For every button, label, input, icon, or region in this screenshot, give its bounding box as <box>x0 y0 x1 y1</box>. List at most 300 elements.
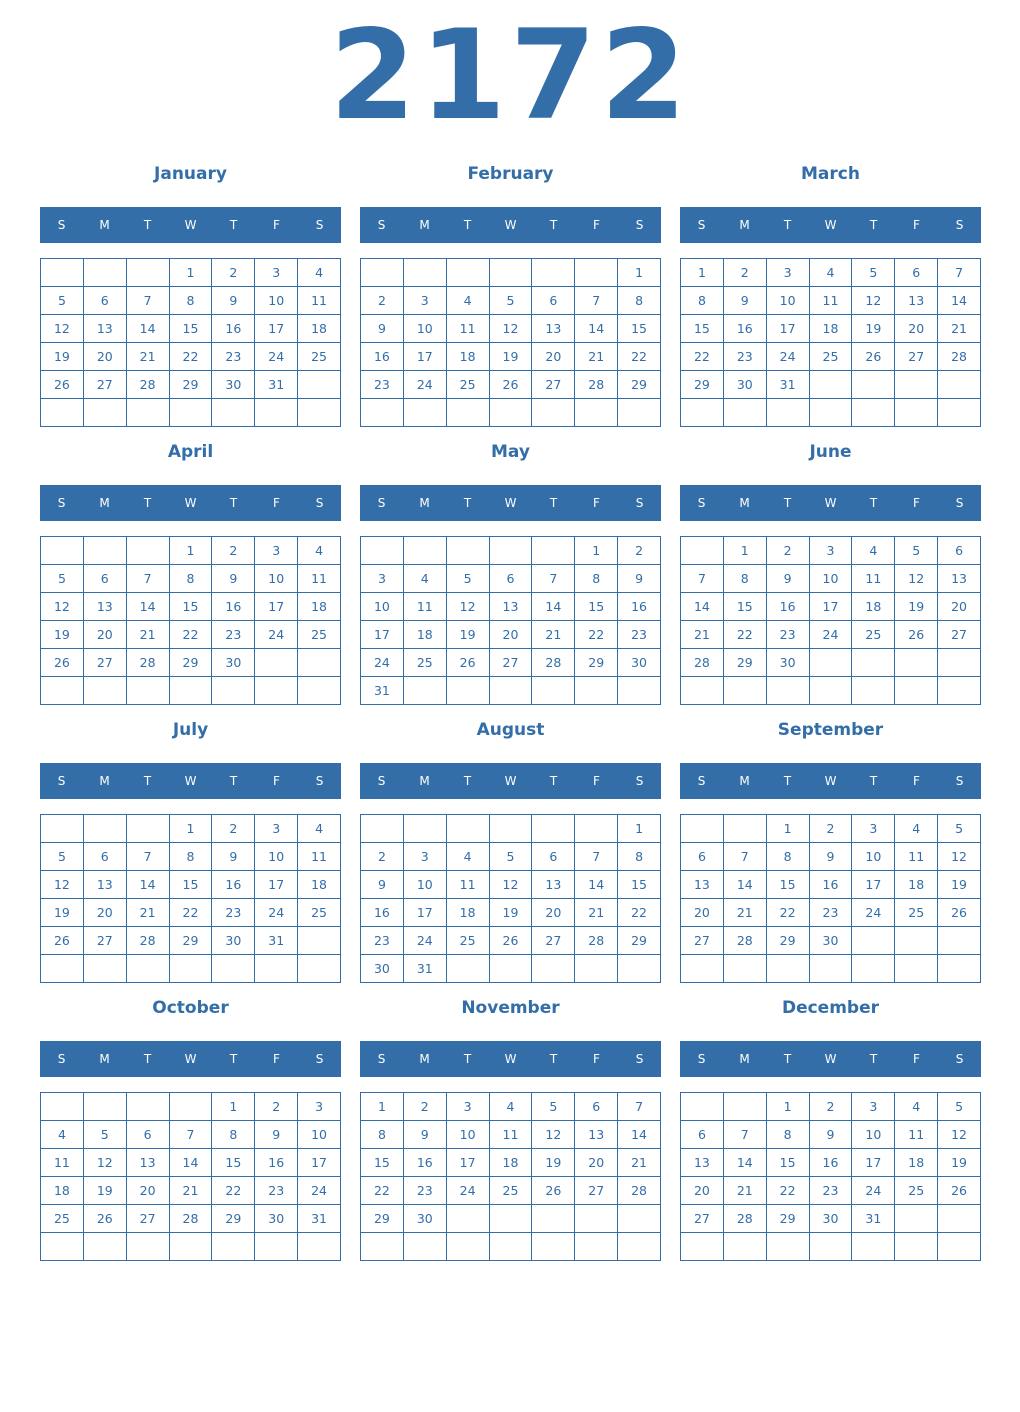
day-cell: 4 <box>447 843 490 871</box>
day-grid <box>680 1092 981 1261</box>
day-grid <box>40 258 341 427</box>
empty-day-cell <box>41 259 84 287</box>
day-cell: 10 <box>361 593 404 621</box>
day-cell: 17 <box>447 1149 490 1177</box>
day-cell: 8 <box>170 843 213 871</box>
day-cell: 25 <box>298 343 341 371</box>
weekday-label: S <box>315 774 324 788</box>
day-cell: 2 <box>810 1093 853 1121</box>
weekday-label: M <box>739 774 750 788</box>
weekday-label: S <box>697 1052 706 1066</box>
day-cell: 5 <box>852 259 895 287</box>
day-cell: 19 <box>490 343 533 371</box>
day-cell: 5 <box>895 537 938 565</box>
day-cell: 24 <box>255 899 298 927</box>
empty-day-cell <box>84 815 127 843</box>
day-cell: 25 <box>298 899 341 927</box>
empty-day-cell <box>681 537 724 565</box>
empty-day-cell <box>298 399 341 427</box>
day-cell: 20 <box>84 343 127 371</box>
month-title: June <box>809 442 852 462</box>
day-cell: 20 <box>127 1177 170 1205</box>
day-cell: 31 <box>361 677 404 705</box>
day-cell: 11 <box>298 565 341 593</box>
weekday-label: T <box>143 496 152 510</box>
weekday-label: M <box>419 218 430 232</box>
day-cell: 26 <box>938 899 981 927</box>
month-title: March <box>801 164 860 184</box>
day-cell: 24 <box>255 621 298 649</box>
day-cell: 28 <box>127 649 170 677</box>
day-cell: 31 <box>852 1205 895 1233</box>
day-cell: 26 <box>41 927 84 955</box>
day-cell: 24 <box>767 343 810 371</box>
day-cell: 10 <box>298 1121 341 1149</box>
weekday-label: T <box>783 218 792 232</box>
empty-day-cell <box>447 677 490 705</box>
day-cell: 26 <box>532 1177 575 1205</box>
day-cell: 13 <box>575 1121 618 1149</box>
day-cell: 23 <box>361 927 404 955</box>
day-cell: 8 <box>767 1121 810 1149</box>
empty-day-cell <box>404 259 447 287</box>
day-cell: 2 <box>361 843 404 871</box>
month-october <box>40 992 341 1261</box>
empty-day-cell <box>298 1233 341 1261</box>
day-cell: 27 <box>938 621 981 649</box>
day-cell: 22 <box>170 899 213 927</box>
empty-day-cell <box>532 259 575 287</box>
empty-day-cell <box>170 1093 213 1121</box>
day-cell: 26 <box>895 621 938 649</box>
day-cell: 21 <box>681 621 724 649</box>
empty-day-cell <box>298 955 341 983</box>
day-cell: 4 <box>852 537 895 565</box>
day-cell: 5 <box>41 565 84 593</box>
empty-day-cell <box>41 955 84 983</box>
day-cell: 6 <box>84 565 127 593</box>
day-cell: 16 <box>361 899 404 927</box>
month-march <box>680 158 981 427</box>
day-cell: 14 <box>938 287 981 315</box>
day-cell: 27 <box>84 927 127 955</box>
day-cell: 12 <box>41 593 84 621</box>
empty-day-cell <box>895 955 938 983</box>
weekday-label: F <box>593 496 600 510</box>
day-cell: 13 <box>490 593 533 621</box>
day-cell: 30 <box>212 927 255 955</box>
day-cell: 18 <box>298 871 341 899</box>
day-cell: 22 <box>681 343 724 371</box>
month-title: August <box>476 720 545 740</box>
day-cell: 1 <box>618 259 661 287</box>
day-cell: 20 <box>681 1177 724 1205</box>
empty-day-cell <box>41 815 84 843</box>
day-cell: 16 <box>212 871 255 899</box>
day-cell: 13 <box>938 565 981 593</box>
weekday-label: S <box>697 218 706 232</box>
weekday-label: S <box>635 496 644 510</box>
day-cell: 15 <box>767 1149 810 1177</box>
day-cell: 5 <box>938 1093 981 1121</box>
year-title: 2172 <box>329 4 691 148</box>
day-cell: 23 <box>618 621 661 649</box>
weekday-label: W <box>184 496 197 510</box>
day-cell: 7 <box>938 259 981 287</box>
weekday-label: T <box>229 218 238 232</box>
day-cell: 27 <box>532 927 575 955</box>
weekday-label: W <box>184 774 197 788</box>
empty-day-cell <box>255 1233 298 1261</box>
empty-day-cell <box>852 677 895 705</box>
weekday-label: S <box>57 774 66 788</box>
day-cell: 22 <box>575 621 618 649</box>
day-cell: 7 <box>170 1121 213 1149</box>
day-cell: 13 <box>681 1149 724 1177</box>
day-cell: 18 <box>895 1149 938 1177</box>
day-cell: 3 <box>404 843 447 871</box>
day-cell: 15 <box>170 315 213 343</box>
day-grid <box>40 814 341 983</box>
day-cell: 7 <box>618 1093 661 1121</box>
day-cell: 16 <box>724 315 767 343</box>
day-cell: 10 <box>404 315 447 343</box>
day-cell: 25 <box>447 927 490 955</box>
empty-day-cell <box>170 677 213 705</box>
empty-day-cell <box>852 927 895 955</box>
weekday-header <box>360 485 661 521</box>
month-title: December <box>781 998 880 1018</box>
day-cell: 23 <box>404 1177 447 1205</box>
empty-day-cell <box>938 927 981 955</box>
day-cell: 2 <box>212 259 255 287</box>
day-cell: 21 <box>575 343 618 371</box>
day-grid <box>680 536 981 705</box>
day-cell: 8 <box>575 565 618 593</box>
weekday-label: F <box>593 774 600 788</box>
empty-day-cell <box>127 537 170 565</box>
day-cell: 27 <box>84 371 127 399</box>
day-cell: 14 <box>127 315 170 343</box>
day-cell: 14 <box>724 1149 767 1177</box>
weekday-label: S <box>635 1052 644 1066</box>
month-december <box>680 992 981 1261</box>
day-cell: 17 <box>361 621 404 649</box>
day-cell: 15 <box>724 593 767 621</box>
day-cell: 8 <box>618 843 661 871</box>
day-cell: 29 <box>170 649 213 677</box>
empty-day-cell <box>618 1205 661 1233</box>
day-cell: 28 <box>575 927 618 955</box>
day-cell: 2 <box>404 1093 447 1121</box>
empty-day-cell <box>810 399 853 427</box>
weekday-label: S <box>377 774 386 788</box>
weekday-label: S <box>57 218 66 232</box>
weekday-header <box>680 1041 981 1077</box>
day-cell: 29 <box>170 371 213 399</box>
day-cell: 1 <box>170 815 213 843</box>
empty-day-cell <box>532 1205 575 1233</box>
day-cell: 12 <box>852 287 895 315</box>
weekday-label: T <box>229 774 238 788</box>
empty-day-cell <box>575 1205 618 1233</box>
day-cell: 8 <box>361 1121 404 1149</box>
day-cell: 12 <box>447 593 490 621</box>
empty-day-cell <box>938 649 981 677</box>
day-cell: 19 <box>447 621 490 649</box>
weekday-label: T <box>783 774 792 788</box>
day-cell: 22 <box>361 1177 404 1205</box>
weekday-label: F <box>273 218 280 232</box>
month-november <box>360 992 661 1261</box>
day-cell: 21 <box>575 899 618 927</box>
day-cell: 20 <box>490 621 533 649</box>
weekday-label: S <box>315 218 324 232</box>
empty-day-cell <box>681 399 724 427</box>
weekday-label: M <box>739 218 750 232</box>
month-february <box>360 158 661 427</box>
day-cell: 19 <box>852 315 895 343</box>
day-cell: 10 <box>447 1121 490 1149</box>
day-cell: 6 <box>895 259 938 287</box>
empty-day-cell <box>618 955 661 983</box>
day-cell: 10 <box>255 565 298 593</box>
day-cell: 6 <box>681 1121 724 1149</box>
day-cell: 30 <box>255 1205 298 1233</box>
day-cell: 28 <box>938 343 981 371</box>
weekday-label: M <box>419 774 430 788</box>
month-may <box>360 436 661 705</box>
day-cell: 16 <box>404 1149 447 1177</box>
day-cell: 17 <box>810 593 853 621</box>
empty-day-cell <box>298 677 341 705</box>
weekday-label: T <box>463 774 472 788</box>
weekday-header <box>40 763 341 799</box>
day-cell: 21 <box>170 1177 213 1205</box>
day-cell: 24 <box>852 899 895 927</box>
empty-day-cell <box>490 677 533 705</box>
day-grid <box>680 258 981 427</box>
empty-day-cell <box>41 677 84 705</box>
weekday-label: W <box>824 496 837 510</box>
weekday-label: T <box>549 496 558 510</box>
day-cell: 22 <box>170 621 213 649</box>
day-cell: 13 <box>681 871 724 899</box>
day-grid <box>360 1092 661 1261</box>
day-cell: 11 <box>490 1121 533 1149</box>
day-cell: 19 <box>490 899 533 927</box>
empty-day-cell <box>810 955 853 983</box>
empty-day-cell <box>938 371 981 399</box>
empty-day-cell <box>404 677 447 705</box>
day-cell: 8 <box>767 843 810 871</box>
day-cell: 11 <box>810 287 853 315</box>
empty-day-cell <box>212 955 255 983</box>
day-cell: 22 <box>618 899 661 927</box>
day-cell: 1 <box>361 1093 404 1121</box>
day-cell: 9 <box>361 315 404 343</box>
day-cell: 23 <box>767 621 810 649</box>
day-cell: 21 <box>532 621 575 649</box>
day-cell: 8 <box>212 1121 255 1149</box>
empty-day-cell <box>575 1233 618 1261</box>
empty-day-cell <box>852 371 895 399</box>
empty-day-cell <box>895 1205 938 1233</box>
empty-day-cell <box>361 399 404 427</box>
weekday-label: S <box>635 218 644 232</box>
day-cell: 19 <box>938 1149 981 1177</box>
empty-day-cell <box>681 955 724 983</box>
day-grid <box>40 1092 341 1261</box>
empty-day-cell <box>618 1233 661 1261</box>
day-cell: 30 <box>361 955 404 983</box>
day-cell: 2 <box>618 537 661 565</box>
empty-day-cell <box>361 815 404 843</box>
day-cell: 17 <box>767 315 810 343</box>
day-cell: 8 <box>170 565 213 593</box>
day-cell: 25 <box>895 1177 938 1205</box>
empty-day-cell <box>170 955 213 983</box>
day-cell: 1 <box>767 815 810 843</box>
day-cell: 2 <box>212 815 255 843</box>
day-cell: 4 <box>490 1093 533 1121</box>
day-cell: 2 <box>767 537 810 565</box>
empty-day-cell <box>127 677 170 705</box>
weekday-label: S <box>377 496 386 510</box>
day-cell: 3 <box>852 815 895 843</box>
day-cell: 8 <box>170 287 213 315</box>
weekday-label: T <box>783 1052 792 1066</box>
empty-day-cell <box>404 815 447 843</box>
day-cell: 4 <box>298 259 341 287</box>
day-cell: 19 <box>938 871 981 899</box>
empty-day-cell <box>532 537 575 565</box>
empty-day-cell <box>255 955 298 983</box>
day-cell: 11 <box>447 871 490 899</box>
day-cell: 29 <box>618 371 661 399</box>
empty-day-cell <box>84 1093 127 1121</box>
weekday-label: S <box>955 218 964 232</box>
day-cell: 15 <box>618 871 661 899</box>
day-cell: 17 <box>255 315 298 343</box>
day-cell: 1 <box>767 1093 810 1121</box>
day-cell: 6 <box>127 1121 170 1149</box>
weekday-label: T <box>869 774 878 788</box>
empty-day-cell <box>41 399 84 427</box>
empty-day-cell <box>852 649 895 677</box>
weekday-header <box>40 485 341 521</box>
weekday-label: S <box>57 496 66 510</box>
day-cell: 15 <box>361 1149 404 1177</box>
day-cell: 7 <box>724 843 767 871</box>
weekday-label: W <box>824 218 837 232</box>
day-cell: 3 <box>852 1093 895 1121</box>
day-cell: 14 <box>575 315 618 343</box>
day-cell: 28 <box>170 1205 213 1233</box>
day-cell: 12 <box>938 1121 981 1149</box>
empty-day-cell <box>490 955 533 983</box>
empty-day-cell <box>895 677 938 705</box>
weekday-label: M <box>739 1052 750 1066</box>
weekday-label: S <box>377 1052 386 1066</box>
day-cell: 4 <box>447 287 490 315</box>
day-cell: 10 <box>255 843 298 871</box>
day-cell: 26 <box>938 1177 981 1205</box>
day-cell: 18 <box>41 1177 84 1205</box>
day-cell: 20 <box>532 899 575 927</box>
day-cell: 25 <box>298 621 341 649</box>
day-cell: 9 <box>767 565 810 593</box>
day-cell: 18 <box>810 315 853 343</box>
day-grid <box>360 814 661 983</box>
empty-day-cell <box>895 649 938 677</box>
day-cell: 10 <box>852 843 895 871</box>
day-cell: 26 <box>41 649 84 677</box>
day-cell: 18 <box>895 871 938 899</box>
empty-day-cell <box>447 537 490 565</box>
weekday-label: M <box>419 1052 430 1066</box>
day-cell: 30 <box>618 649 661 677</box>
weekday-label: T <box>463 496 472 510</box>
empty-day-cell <box>767 677 810 705</box>
day-cell: 31 <box>255 927 298 955</box>
day-cell: 24 <box>404 927 447 955</box>
day-cell: 14 <box>618 1121 661 1149</box>
day-cell: 22 <box>170 343 213 371</box>
day-cell: 21 <box>618 1149 661 1177</box>
month-title: February <box>467 164 554 184</box>
empty-day-cell <box>852 1233 895 1261</box>
empty-day-cell <box>212 1233 255 1261</box>
weekday-label: S <box>377 218 386 232</box>
day-cell: 28 <box>618 1177 661 1205</box>
day-cell: 28 <box>724 927 767 955</box>
day-cell: 3 <box>404 287 447 315</box>
empty-day-cell <box>404 537 447 565</box>
day-cell: 25 <box>810 343 853 371</box>
weekday-label: M <box>739 496 750 510</box>
day-cell: 7 <box>127 843 170 871</box>
empty-day-cell <box>618 677 661 705</box>
empty-day-cell <box>127 815 170 843</box>
day-cell: 8 <box>618 287 661 315</box>
empty-day-cell <box>41 1093 84 1121</box>
day-cell: 31 <box>404 955 447 983</box>
day-cell: 21 <box>724 1177 767 1205</box>
weekday-label: M <box>99 1052 110 1066</box>
day-cell: 26 <box>84 1205 127 1233</box>
day-cell: 17 <box>298 1149 341 1177</box>
day-cell: 5 <box>447 565 490 593</box>
empty-day-cell <box>298 927 341 955</box>
day-cell: 7 <box>532 565 575 593</box>
day-cell: 26 <box>490 927 533 955</box>
day-cell: 23 <box>212 621 255 649</box>
weekday-label: W <box>504 774 517 788</box>
day-cell: 6 <box>938 537 981 565</box>
day-cell: 6 <box>84 287 127 315</box>
month-title: May <box>491 442 530 462</box>
day-cell: 3 <box>767 259 810 287</box>
day-cell: 16 <box>810 871 853 899</box>
weekday-header <box>360 763 661 799</box>
day-cell: 7 <box>127 287 170 315</box>
empty-day-cell <box>490 259 533 287</box>
day-cell: 6 <box>84 843 127 871</box>
empty-day-cell <box>895 399 938 427</box>
day-cell: 29 <box>170 927 213 955</box>
day-cell: 18 <box>298 315 341 343</box>
